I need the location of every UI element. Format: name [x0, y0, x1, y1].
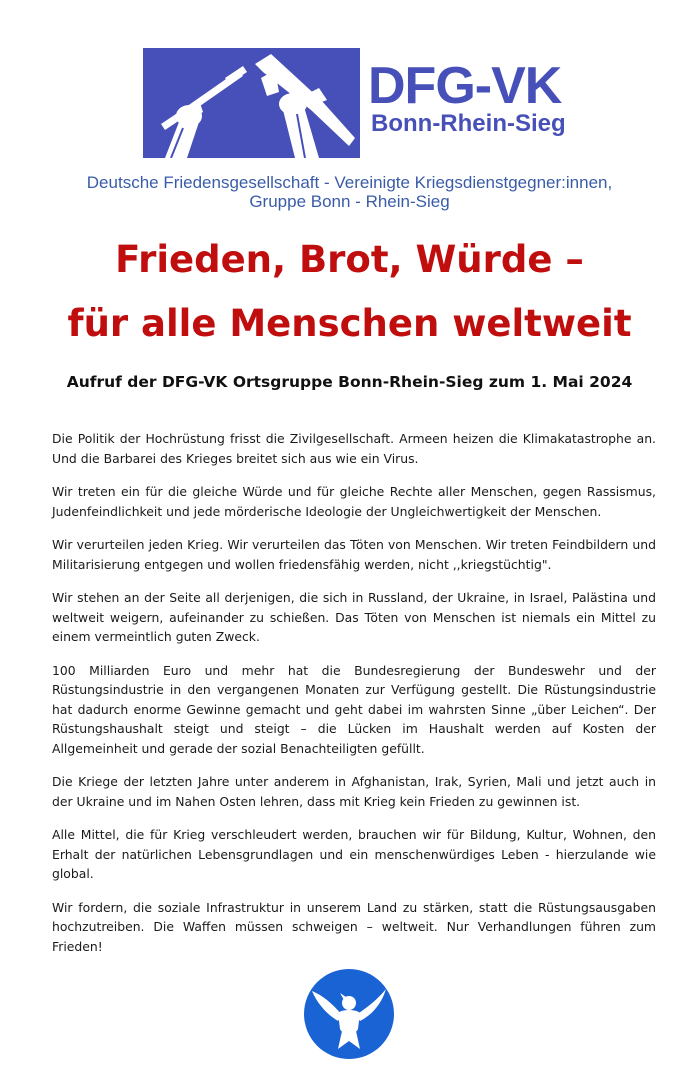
body-text [52, 429, 656, 970]
paragraph: Wir treten ein für die gleiche Würde und für gleiche Rechte aller Menschen, gegen Rassismus, Judenfeindlichkeit und jede mörderische Ideologie der Ungleichwertigkeit der Menschen. [52, 484, 656, 519]
logo-name: DFG-VK [368, 57, 562, 115]
subheading: Aufruf der DFG-VK Ortsgruppe Bonn-Rhein-Sieg zum 1. Mai 2024 [66, 373, 633, 391]
logo-subname: Bonn-Rhein-Sieg [371, 110, 566, 137]
organization-name-line-2: Gruppe Bonn - Rhein-Sieg [249, 192, 450, 211]
peace-dove-icon [304, 969, 394, 1059]
organization-name-line-1: Deutsche Friedensgesellschaft - Vereinigte Kriegsdienstgegner:innen, [86, 173, 613, 192]
paragraph: Wir verurteilen jeden Krieg. Wir verurteilen das Töten von Menschen. Wir treten Feindbildern und Militarisierung entgegen und wollen friedensfähig werden, nicht ,,kriegstüchtig". [52, 537, 656, 572]
organization-logo [143, 48, 566, 158]
paragraph: Die Politik der Hochrüstung frisst die Zivilgesellschaft. Armeen heizen die Klimakatastrophe an. Und die Barbarei des Krieges breitet sich aus wie ein Virus. [52, 431, 656, 466]
headline-line-1: Frieden, Brot, Würde – [115, 238, 584, 281]
paragraph: Wir fordern, die soziale Infrastruktur in unserem Land zu stärken, statt die Rüstungsausgaben hochzutreiben. Die Waffen müssen schweigen – weltweit. Nur Verhandlungen führen zum Frieden! [52, 899, 656, 954]
paragraph: Die Kriege der letzten Jahre unter anderem in Afghanistan, Irak, Syrien, Mali und jetzt auch in der Ukraine und im Nahen Osten lehren, dass mit Krieg kein Frieden zu gewinnen ist. [52, 774, 656, 809]
paragraph: 100 Milliarden Euro und mehr hat die Bundesregierung der Bundeswehr und der Rüstungsindustrie in den vergangenen Monaten zur Verfügung gestellt. Die Rüstungsindustrie hat dadurch enorme Gewinne gemacht und geht dabei im wahrsten Sinne „über Leichen“. Der Rüstungshaushalt steigt und steigt – die Lücken im Haushalt werden auf Kosten der Allgemeinheit und gerade der sozial Benachteiligten gefüllt. [52, 662, 656, 756]
paragraph: Alle Mittel, die für Krieg verschleudert werden, brauchen wir für Bildung, Kultur, Wohnen, den Erhalt der natürlichen Lebensgrundlagen und ein menschenwürdiges Leben - hierzulande wie global. [52, 827, 656, 881]
headline-line-2: für alle Menschen weltweit [67, 302, 632, 345]
paragraph: Wir stehen an der Seite all derjenigen, die sich in Russland, der Ukraine, in Israel, Palästina und weltweit weigern, aufeinander zu schießen. Das Töten von Menschen ist niemals ein Mittel zu einem vermeintlich guten Zweck. [52, 590, 656, 644]
broken-rifles-icon [143, 48, 360, 158]
